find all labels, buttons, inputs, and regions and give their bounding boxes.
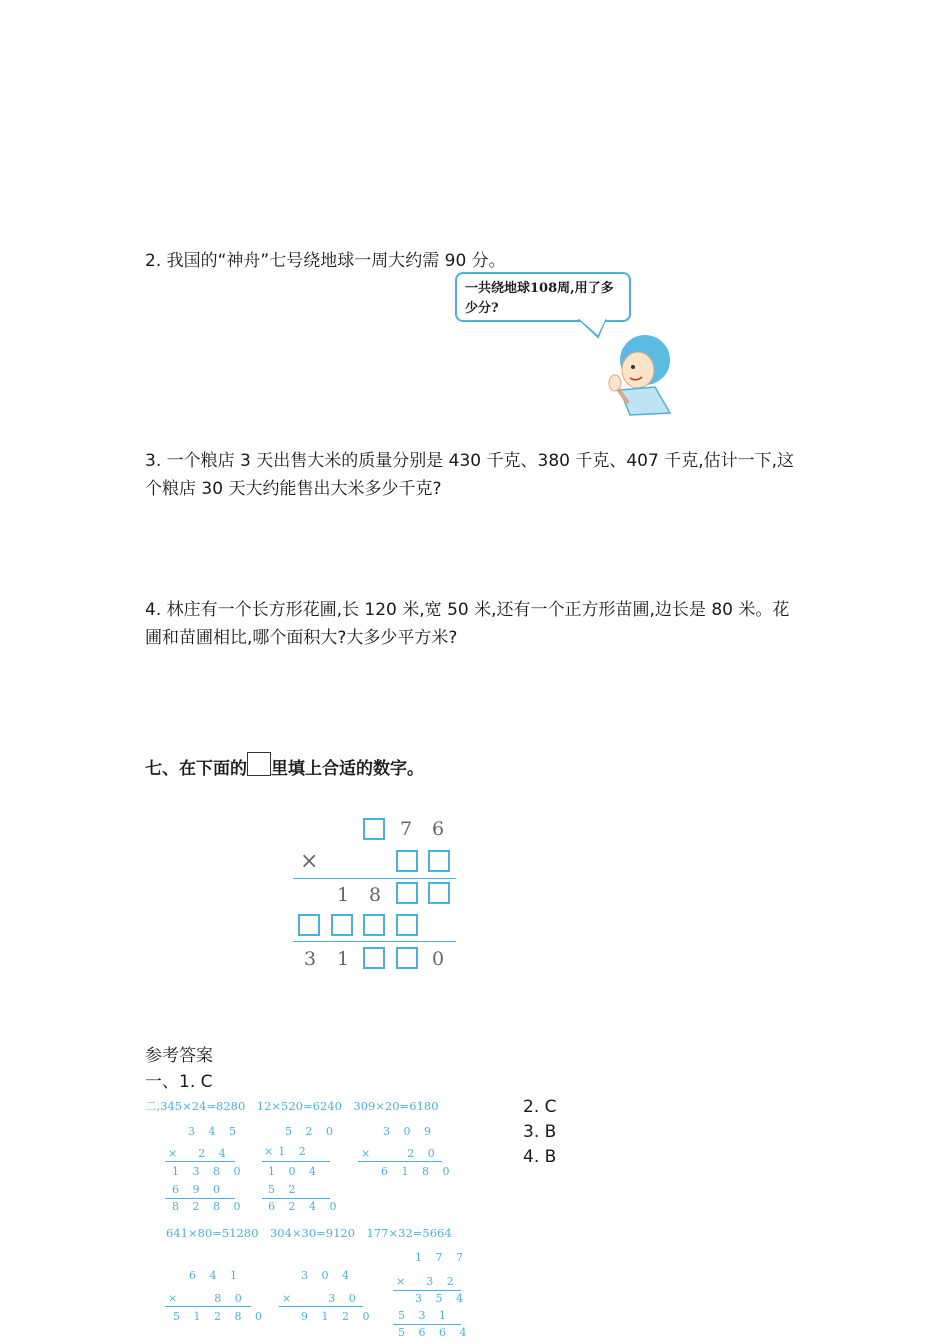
- calc-line: × 8 0: [168, 1292, 247, 1305]
- section-7-title-after: 里填上合适的数字。: [271, 759, 424, 779]
- calc-line: 1 7 7: [415, 1251, 468, 1264]
- puzzle-blank-box[interactable]: [428, 882, 450, 904]
- section-7-title-before: 七、在下面的: [145, 759, 247, 779]
- puzzle-digit: 8: [369, 884, 382, 906]
- calc-line: 5 1 2 8 0: [173, 1310, 267, 1323]
- calc-line: 3 4 5: [188, 1125, 241, 1138]
- calc-rule: [393, 1324, 461, 1325]
- calc-line: 1 0 4: [268, 1165, 321, 1178]
- puzzle-rule: [293, 941, 456, 942]
- calc-rule: [165, 1198, 235, 1199]
- calc-rule: [279, 1306, 363, 1307]
- calc-line: 5 6 6 4: [398, 1326, 472, 1339]
- puzzle-blank-box[interactable]: [396, 882, 418, 904]
- calc-line: 3 0 9: [383, 1125, 436, 1138]
- puzzle-blank-box[interactable]: [428, 850, 450, 872]
- calc-line: 6 9 0: [172, 1183, 225, 1196]
- puzzle-blank-box[interactable]: [331, 914, 353, 936]
- calc-line: 6 1 8 0: [381, 1165, 455, 1178]
- calc-rule: [262, 1198, 330, 1199]
- question-4: 4. 林庄有一个长方形花圃,长 120 米,宽 50 米,还有一个正方形苗圃,边长是 80 米。花圃和苗圃相比,哪个面积大?大多少平方米?: [145, 600, 790, 648]
- times-sign: ×: [300, 849, 319, 874]
- calc-line: 6 4 1: [189, 1269, 242, 1282]
- puzzle-blank-box[interactable]: [396, 850, 418, 872]
- puzzle-blank-box[interactable]: [363, 947, 385, 969]
- section-7-title: [145, 752, 424, 779]
- calc-line: ×1 2: [264, 1145, 311, 1158]
- answer-right-4: 4. B: [523, 1147, 557, 1167]
- calc-line: 5 2 0: [285, 1125, 338, 1138]
- calc-rule: [165, 1161, 235, 1162]
- calc-line: 1 3 8 0: [172, 1165, 246, 1178]
- calc-line: 8 2 8 0: [172, 1200, 246, 1213]
- puzzle-digit: 7: [400, 818, 413, 840]
- puzzle-rule: [293, 878, 456, 879]
- puzzle-digit: 0: [432, 948, 445, 970]
- puzzle-blank-box[interactable]: [396, 914, 418, 936]
- calc-line: 5 3 1: [398, 1309, 451, 1322]
- answer-right-3: 3. B: [523, 1122, 557, 1142]
- answer-1: 一、1. C: [145, 1072, 213, 1092]
- calc-line: 5 2: [268, 1183, 301, 1196]
- question-2: 2. 我国的“神舟”七号绕地球一周大约需 90 分。: [145, 251, 506, 271]
- calc-line: × 3 2: [396, 1275, 459, 1288]
- calc-rule: [358, 1161, 442, 1162]
- calc-line: 9 1 2 0: [301, 1310, 375, 1323]
- calc-line: 6 2 4 0: [268, 1200, 342, 1213]
- calc-line: 3 5 4: [415, 1292, 468, 1305]
- calc-line: × 3 0: [282, 1292, 361, 1305]
- question-3: 3. 一个粮店 3 天出售大米的质量分别是 430 千克、380 千克、407 千克,估计一下,这个粮店 30 天大约能售出大米多少千克?: [145, 451, 795, 499]
- blank-box-icon: [247, 752, 271, 776]
- calc-line: × 2 0: [361, 1147, 440, 1160]
- speech-bubble: 一共绕地球108周,用了多少分?: [455, 272, 631, 322]
- puzzle-blank-box[interactable]: [363, 914, 385, 936]
- row-2-equations: 641×80=51280 304×30=9120 177×32=5664: [166, 1226, 452, 1240]
- answer-right-2: 2. C: [523, 1097, 557, 1117]
- puzzle-digit: 3: [304, 948, 317, 970]
- calc-rule: [393, 1290, 461, 1291]
- calc-line: 3 0 4: [301, 1269, 354, 1282]
- puzzle-blank-box[interactable]: [396, 947, 418, 969]
- puzzle-digit: 1: [337, 884, 350, 906]
- puzzle-digit: 6: [432, 818, 445, 840]
- calc-line: × 2 4: [168, 1147, 231, 1160]
- puzzle-digit: 1: [337, 948, 350, 970]
- calc-rule: [165, 1306, 251, 1307]
- answers-title: 参考答案: [145, 1046, 213, 1066]
- puzzle-blank-box[interactable]: [298, 914, 320, 936]
- section-2-equations: 二,345×24=8280 12×520=6240 309×20=6180: [145, 1099, 439, 1113]
- boy-illustration: [560, 315, 690, 420]
- puzzle-blank-box[interactable]: [363, 818, 385, 840]
- calc-rule: [262, 1161, 330, 1162]
